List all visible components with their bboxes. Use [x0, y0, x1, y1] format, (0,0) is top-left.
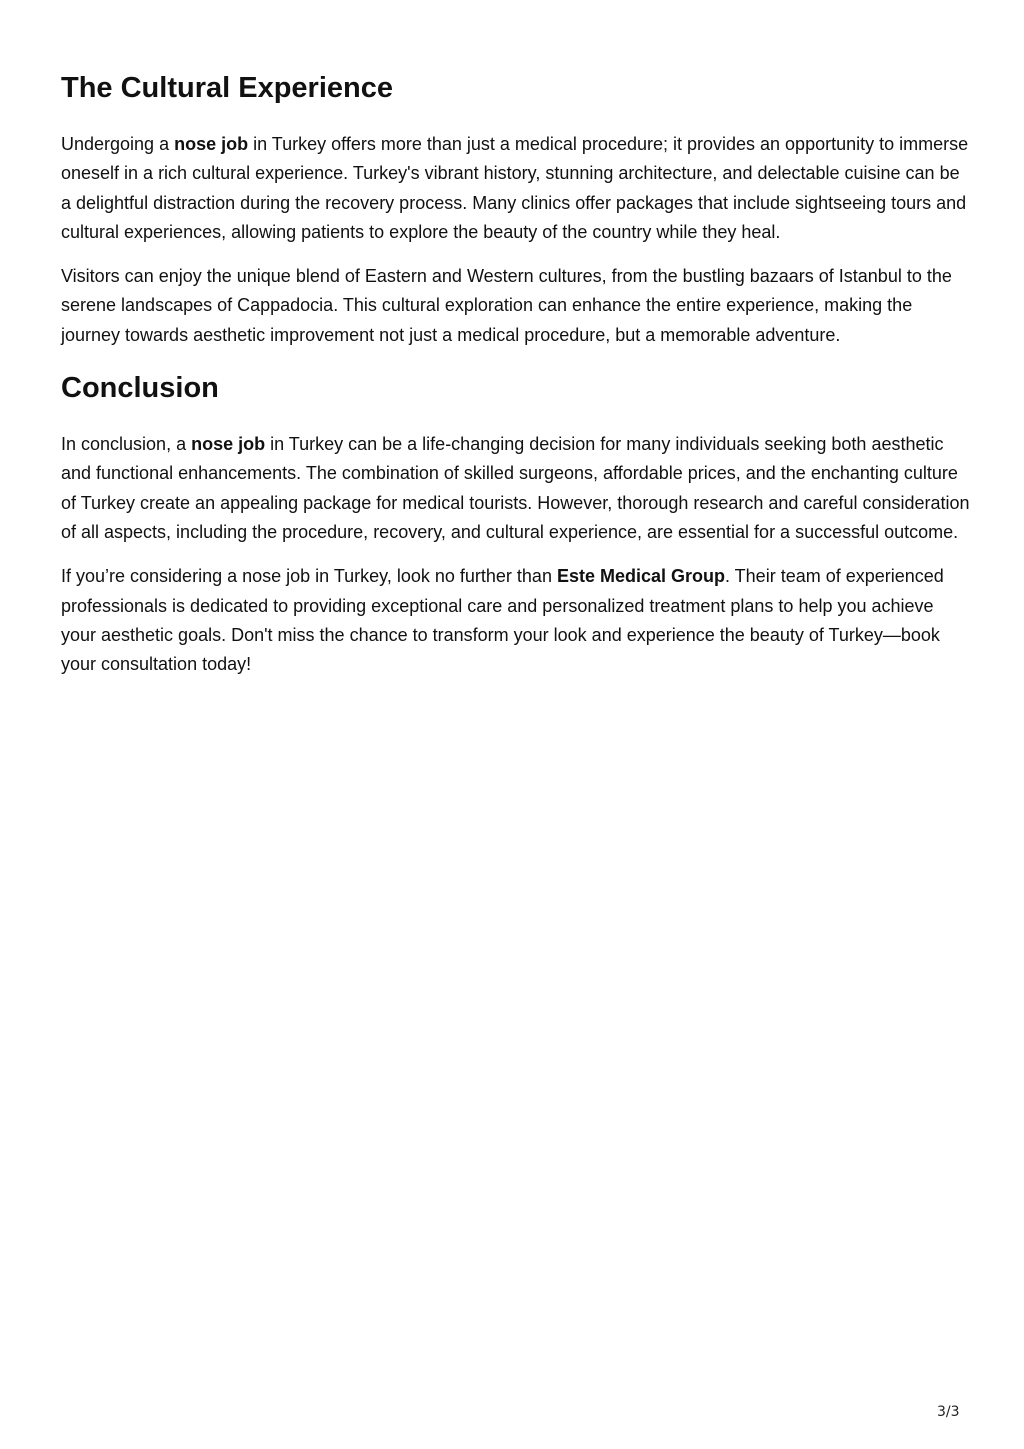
bold-company-name: Este Medical Group	[556, 566, 725, 587]
bold-keyword: nose job	[191, 434, 266, 455]
paragraph-text: In conclusion, a	[61, 434, 192, 455]
paragraph	[61, 562, 971, 679]
paragraph-text: If you’re considering a nose job in Turkey, look no further than	[61, 566, 557, 587]
bold-keyword: nose job	[174, 134, 249, 154]
section-heading: Conclusion	[61, 372, 219, 405]
paragraph	[61, 130, 971, 247]
section-conclusion	[61, 368, 971, 679]
paragraph-text: in Turkey can be a life-changing decision for many individuals seeking both aesthetic and functional enhancements. The combination of skilled surgeons, affordable prices, and the enchanting culture of Turkey create an appealing package for medical tourists. However, thorough research and careful consideration of all aspects, including the procedure, recovery, and cultural experience, are essential for a successful outcome.	[61, 434, 970, 542]
paragraph-text: Undergoing a	[61, 134, 175, 154]
document-body	[61, 68, 971, 694]
paragraph-text: in Turkey offers more than just a medical procedure; it provides an opportunity to immerse oneself in a rich cultural experience. Turkey's vibrant history, stunning architecture, and delectable cuisine can be a delightful distraction during the recovery process. Many clinics offer packages that include sightseeing tours and cultural experiences, allowing patients to explore the beauty of the country while they heal.	[61, 134, 969, 242]
section-heading: The Cultural Experience	[61, 72, 393, 104]
section-cultural-experience	[61, 68, 971, 350]
paragraph: Visitors can enjoy the unique blend of Eastern and Western cultures, from the bustling bazaars of Istanbul to the serene landscapes of Cappadocia. This cultural exploration can enhance the entire experience, making the journey towards aesthetic improvement not just a medical procedure, but a memorable adventure.	[61, 266, 952, 345]
paragraph	[61, 430, 971, 547]
page-number: 3/3	[937, 1404, 960, 1420]
paragraph-text: . Their team of experienced professionals is dedicated to providing exceptional care and personalized treatment plans to help you achieve your aesthetic goals. Don't miss the chance to transform your look and experience the beauty of Turkey—book your consultation today!	[61, 566, 944, 675]
